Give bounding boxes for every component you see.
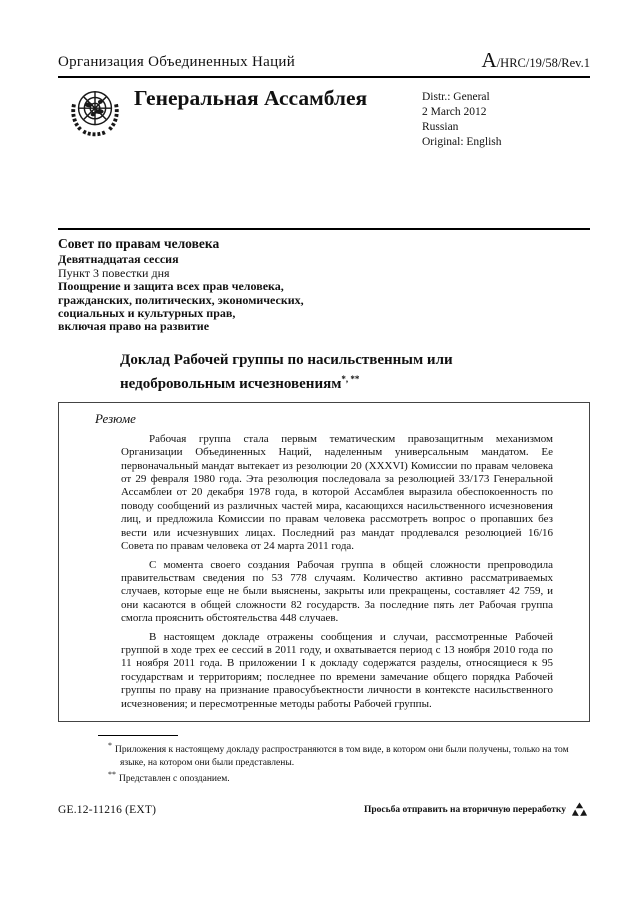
recycle-note	[364, 801, 590, 820]
document-header	[58, 48, 590, 72]
footnote-item	[108, 740, 590, 769]
agenda-line: социальных и культурных прав,	[58, 306, 236, 321]
agenda-item: Пункт 3 повестки дня	[58, 265, 170, 280]
document-footer	[58, 801, 590, 820]
footnote-marker: *	[108, 740, 112, 750]
footnote-marker: **	[108, 769, 116, 779]
session-block	[58, 237, 590, 334]
footnote-divider	[98, 735, 178, 736]
recycle-icon	[569, 801, 590, 820]
doc-symbol-rest: /HRC/19/58/Rev.1	[496, 56, 590, 70]
summary-heading: Резюме	[95, 410, 136, 426]
footnote-text: Представлен с опозданием.	[119, 774, 230, 785]
agenda-line: включая право на развитие	[58, 319, 210, 334]
summary-box	[58, 402, 590, 722]
distr-line: Distr.: General	[422, 91, 490, 103]
summary-paragraph: С момента своего создания Рабочая группа в общей сложности препроводила правительствам сведения по 53 778 случаям. Количество активно рассматриваемых случаев, которые еще не были выяснены, закрыты или прекращены, составляет 42 759, и они касаются в общей сложности 82 государств. За последние пять лет Рабочая группа смогла прояснить обстоятельства 448 случаев.	[121, 558, 553, 625]
summary-paragraph: Рабочая группа стала первым тематическим правозащитным механизмом Организации Объединенных Наций, наделенным универсальным мандатом. Ее первоначальный мандат вытекает из резолюции 20 (XXXVI) Комиссии по правам человека от 29 февраля 1980 года. Эта резолюция последовала за резолюцией 33/173 Генеральной Ассамблеи от 20 декабря 1978 года, в которой Ассамблея выразила обеспокоенность по поводу сообщений из различных частей мира, касающихся насильственного исчезновения лиц, и предложила Комиссии по правам человека рассмотреть вопрос о пропавших без вести или исчезнувших лицах. Последний раз мандат продлевался резолюцией 16/16 Совета по правам человека от 24 марта 2011 года.	[121, 432, 553, 553]
masthead	[58, 84, 590, 148]
org-name: Организация Объединенных Наций	[58, 54, 296, 70]
agenda-line: гражданских, политических, экономических,	[58, 292, 304, 307]
council-title: Совет по правам человека	[58, 236, 220, 251]
date-line: 2 March 2012	[422, 106, 487, 118]
ge-doc-number: GE.12-11216 (EXT)	[58, 804, 157, 816]
title-footnote-marks: *, **	[341, 373, 360, 384]
summary-paragraph: В настоящем докладе отражены сообщения и случаи, рассмотренные Рабочей группой в ходе трех ее сессий в 2011 году, и охватывается период с 13 ноября 2010 года по 11 ноября 2011 года. В приложении I к докладу содержатся разделы, относящиеся к 95 государствам и территориям; последнее по времени замечание общего порядка Рабочей группы по праву на признание правосубъектности личности в контексте насильственного исчезновения; и пересмотренные методы работы Рабочей группы.	[121, 630, 553, 710]
recycle-note-text: Просьба отправить на вторичную переработку	[364, 805, 566, 815]
agenda-line: Поощрение и защита всех прав человека,	[58, 279, 284, 294]
section-divider	[58, 228, 590, 230]
assembly-title: Генеральная Ассамблея	[134, 86, 368, 110]
language-line: Russian	[422, 121, 459, 133]
report-title	[120, 351, 502, 394]
un-emblem-icon	[66, 84, 124, 142]
original-line: Original: English	[422, 136, 502, 148]
doc-symbol	[481, 48, 590, 72]
footnotes	[58, 740, 590, 786]
header-divider	[58, 76, 590, 78]
report-title-text: Доклад Рабочей группы по насильственным или недобровольным исчезновениям	[120, 351, 453, 392]
footnote-text: Приложения к настоящему докладу распространяются в том виде, в котором они были получены, только на том языке, на котором они были представлены.	[115, 745, 569, 768]
doc-symbol-letter: A	[481, 48, 497, 72]
session-name: Девятнадцатая сессия	[58, 252, 179, 267]
distr-block	[422, 90, 590, 148]
footnote-item	[108, 769, 590, 786]
